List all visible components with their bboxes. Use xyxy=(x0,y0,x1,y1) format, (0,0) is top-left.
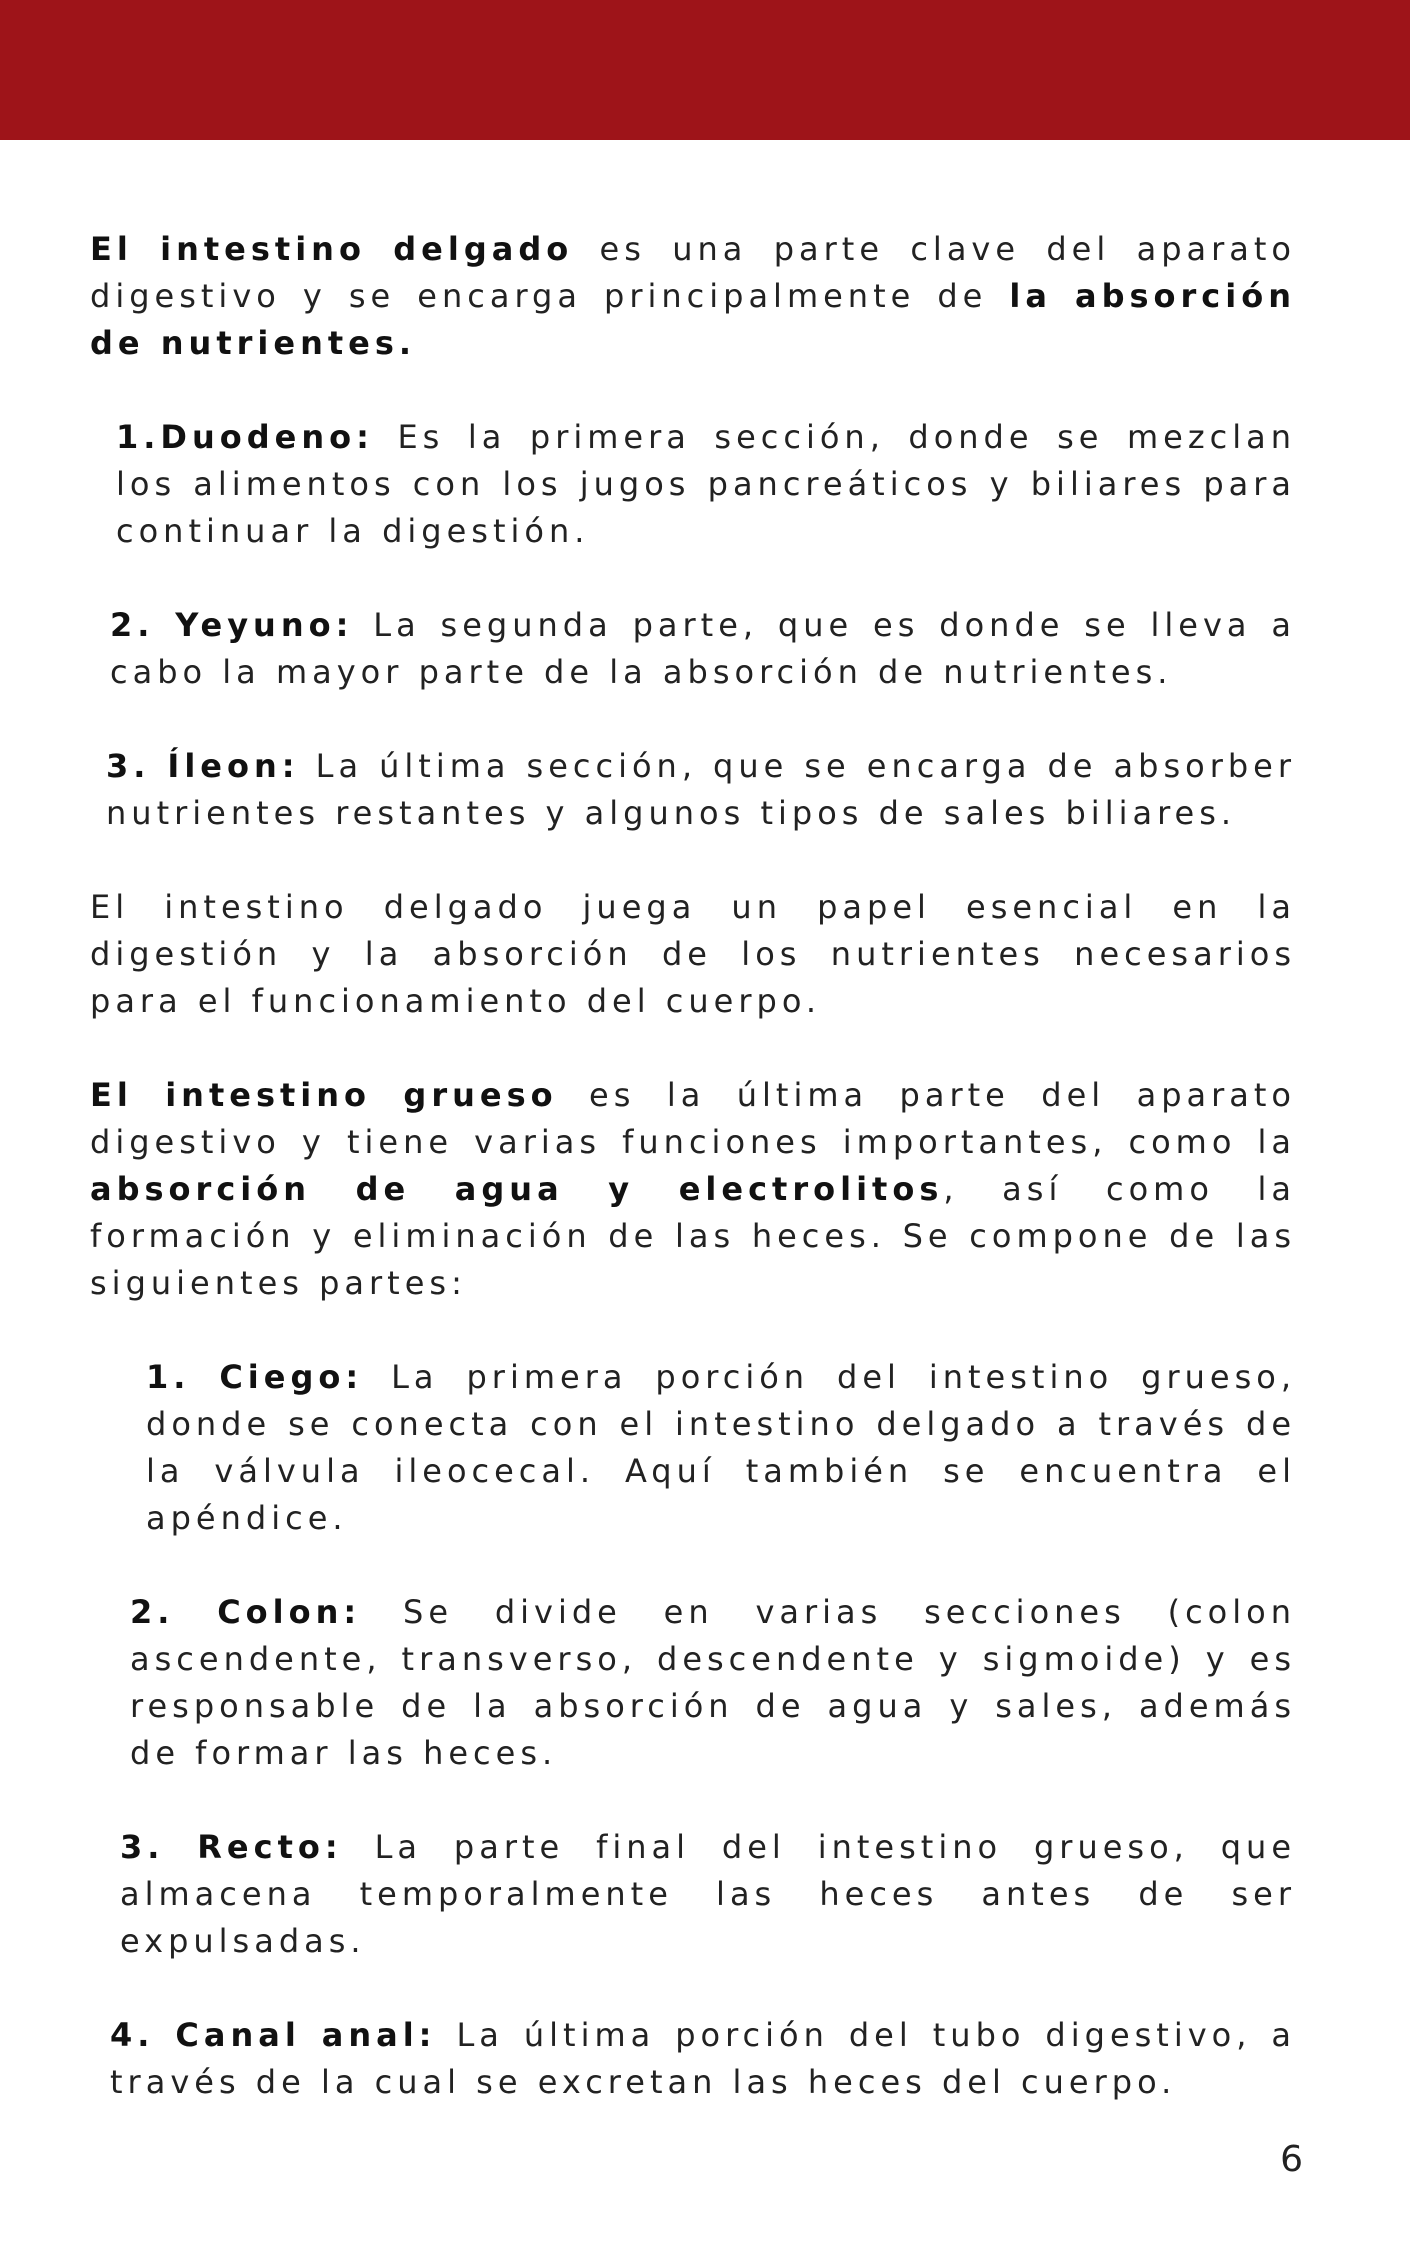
ciego-text: La primera porción del intestino grueso, donde se conecta con el intestino delgado a través de la válvula ileocecal. Aquí también se encuentra el apéndice. xyxy=(146,1358,1297,1537)
ciego-item xyxy=(90,1354,1296,1542)
large-intro-bold-term: El intestino grueso xyxy=(90,1076,558,1114)
recto-label: 3. Recto: xyxy=(120,1828,343,1866)
intro-bold-term: El intestino delgado xyxy=(90,230,574,268)
yeyuno-item xyxy=(90,602,1296,696)
large-intro-text2: , así como la formación y eliminación de las heces. Se compone de las siguientes partes: xyxy=(90,1170,1297,1302)
small-intestine-intro xyxy=(90,226,1296,367)
recto-item xyxy=(90,1824,1296,1965)
yeyuno-label: 2. Yeyuno: xyxy=(110,606,354,644)
yeyuno-text: La segunda parte, que es donde se lleva a cabo la mayor parte de la absorción de nutrientes. xyxy=(110,606,1296,691)
colon-item xyxy=(90,1589,1296,1777)
page-content xyxy=(90,226,1296,2153)
canal-anal-item xyxy=(90,2012,1296,2106)
large-intro-bold-absorption: absorción de agua y electrolitos xyxy=(90,1170,944,1208)
colon-label: 2. Colon: xyxy=(130,1593,362,1631)
large-intestine-intro xyxy=(90,1072,1296,1307)
ileon-label: 3. Íleon: xyxy=(106,747,300,785)
canal-anal-text: La última porción del tubo digestivo, a través de la cual se excretan las heces del cuerpo. xyxy=(110,2016,1297,2101)
ileon-text: La última sección, que se encarga de absorber nutrientes restantes y algunos tipos de sales biliares. xyxy=(106,747,1297,832)
intro-bold-absorption: la absorción de nutrientes. xyxy=(90,277,1296,362)
canal-anal-label: 4. Canal anal: xyxy=(110,2016,437,2054)
ciego-label: 1. Ciego: xyxy=(146,1358,364,1396)
large-intro-text1: es la última parte del aparato digestivo y tiene varias funciones importantes, como la xyxy=(90,1076,1297,1161)
ileon-item xyxy=(90,743,1296,837)
duodeno-label: 1.Duodeno: xyxy=(116,418,374,456)
intro-text: es una parte clave del aparato digestivo y se encarga principalmente de xyxy=(90,230,1296,315)
recto-text: La parte final del intestino grueso, que almacena temporalmente las heces antes de ser expulsadas. xyxy=(120,1828,1296,1960)
colon-text: Se divide en varias secciones (colon ascendente, transverso, descendente y sigmoide) y es responsable de la absorción de agua y sales, además de formar las heces. xyxy=(130,1593,1297,1772)
page-number: 6 xyxy=(1280,2139,1304,2180)
duodeno-text: Es la primera sección, donde se mezclan los alimentos con los jugos pancreáticos y biliares para continuar la digestión. xyxy=(116,418,1296,550)
header-bar xyxy=(0,0,1410,140)
duodeno-item xyxy=(90,414,1296,555)
small-intestine-summary: El intestino delgado juega un papel esencial en la digestión y la absorción de los nutrientes necesarios para el funcionamiento del cuerpo. xyxy=(90,888,1296,1020)
